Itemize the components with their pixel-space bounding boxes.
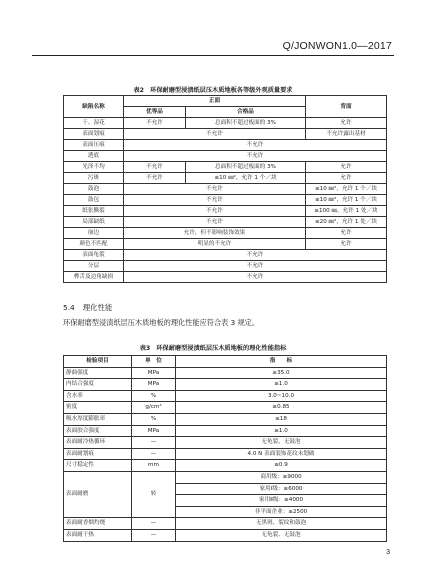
- test-item-cell: 表面耐划痕: [64, 448, 132, 460]
- table-row: [64, 448, 387, 460]
- table-row: [64, 460, 387, 472]
- table-row: [64, 140, 387, 151]
- defect-name-cell: 表面划痕: [64, 129, 124, 140]
- index-cell: ≥0.85: [176, 402, 387, 414]
- back-requirement-cell: ≤100 ㎜，允许 1 处／块: [306, 206, 387, 217]
- superior-requirement-cell: 不允许: [124, 118, 186, 129]
- test-item-cell: 内结合强度: [64, 379, 132, 391]
- unit-cell: MPa: [132, 367, 176, 379]
- defect-name-cell: 光泽不均: [64, 162, 124, 173]
- index-cell: ≤0.9: [176, 460, 387, 472]
- section-number: 5.4: [63, 303, 75, 312]
- index-cell: 家用Ⅱ级：≥4000: [176, 495, 387, 507]
- table-row: [64, 250, 387, 261]
- table-row: [64, 173, 387, 184]
- col-front: 正面: [124, 96, 306, 107]
- test-item-cell: 表面耐冷热循环: [64, 437, 132, 449]
- defect-name-cell: 崩边: [64, 228, 124, 239]
- superior-requirement-cell: 不允许: [124, 162, 186, 173]
- defect-name-cell: 纸张撕裂: [64, 206, 124, 217]
- unit-cell: —: [132, 518, 176, 530]
- front-requirement-cell: 不允许: [124, 206, 306, 217]
- back-requirement-cell: 允许: [306, 239, 387, 250]
- section-heading: [63, 302, 112, 313]
- table-row: [64, 437, 387, 449]
- table3-caption: 表3 环保耐磨型浸渍纸层压木质地板的理化性能指标: [139, 345, 287, 352]
- back-requirement-cell: 允许: [306, 118, 387, 129]
- test-item-cell: 表面胶合强度: [64, 425, 132, 437]
- col-test-item: 检验项目: [64, 356, 132, 368]
- index-cell: ≤18: [176, 413, 387, 425]
- qualified-requirement-cell: 总面积不超过板面的 3%: [186, 118, 306, 129]
- body-paragraph: 环保耐磨型浸渍纸层压木质地板的理化性能应符合表 3 规定。: [63, 318, 260, 327]
- appearance-quality-table: [63, 95, 387, 283]
- index-cell: ≥1.0: [176, 425, 387, 437]
- requirement-cell: 不允许: [124, 272, 387, 283]
- col-back: 背面: [306, 96, 387, 118]
- qualified-requirement-cell: 总面积不超过板面的 3%: [186, 162, 306, 173]
- standard-number: Q/JONWON1.0—2017: [282, 40, 392, 52]
- table-row: [64, 261, 387, 272]
- qualified-requirement-cell: ≤10 ㎜²，允许 1 个／块: [186, 173, 306, 184]
- col-qualified-grade: 合格品: [186, 107, 306, 118]
- table-row: [64, 151, 387, 162]
- index-cell: ≥1.0: [176, 379, 387, 391]
- col-unit: 单 位: [132, 356, 176, 368]
- defect-name-cell: 透底: [64, 151, 124, 162]
- unit-cell: —: [132, 529, 176, 541]
- superior-requirement-cell: 不允许: [124, 173, 186, 184]
- defect-name-cell: 表面龟裂: [64, 250, 124, 261]
- unit-cell: —: [132, 448, 176, 460]
- back-requirement-cell: ≤10 ㎜²，允许 1 个／块: [306, 195, 387, 206]
- table-row: [64, 402, 387, 414]
- unit-cell: %: [132, 390, 176, 402]
- front-requirement-cell: 不允许: [124, 195, 306, 206]
- table-row: [64, 239, 387, 250]
- index-cell: 4.0 N 表面装饰花纹未划破: [176, 448, 387, 460]
- header-rule: [32, 55, 394, 56]
- table2-caption: 表2 环保耐磨型浸渍纸层压木质地板各等级外观质量要求: [133, 87, 293, 94]
- index-cell: 家用Ⅰ级：≥6000: [176, 483, 387, 495]
- unit-cell: MPa: [132, 425, 176, 437]
- table-row: [64, 184, 387, 195]
- table-row: [64, 390, 387, 402]
- table-row: [64, 129, 387, 140]
- defect-name-cell: 局部缺纸: [64, 217, 124, 228]
- back-requirement-cell: 允许: [306, 228, 387, 239]
- col-superior-grade: 优等品: [124, 107, 186, 118]
- defect-name-cell: 颜色不匹配: [64, 239, 124, 250]
- section-title: 理化性能: [82, 303, 113, 312]
- front-requirement-cell: 允许，但不影响装饰效果: [124, 228, 306, 239]
- back-requirement-cell: ≤20 ㎜²，允许 1 处／块: [306, 217, 387, 228]
- test-item-cell: 表面耐干热: [64, 529, 132, 541]
- table-row: [64, 228, 387, 239]
- table-row: [64, 425, 387, 437]
- physical-chemical-table: [63, 355, 387, 542]
- table-row: [64, 217, 387, 228]
- defect-name-cell: 鼓泡: [64, 184, 124, 195]
- index-cell: ≥35.0: [176, 367, 387, 379]
- index-cell: 无龟裂、无鼓泡: [176, 437, 387, 449]
- index-cell: 无黑斑、裂纹和鼓泡: [176, 518, 387, 530]
- unit-cell: %: [132, 413, 176, 425]
- index-cell: 无龟裂、无鼓泡: [176, 529, 387, 541]
- index-cell: 3.0~10.0: [176, 390, 387, 402]
- test-item-cell: 尺寸稳定性: [64, 460, 132, 472]
- front-requirement-cell: 不允许: [124, 129, 306, 140]
- table-row: [64, 195, 387, 206]
- requirement-cell: 不允许: [124, 140, 387, 151]
- test-item-cell: 吸水厚度膨胀率: [64, 413, 132, 425]
- defect-name-cell: 分层: [64, 261, 124, 272]
- table-row: [64, 367, 387, 379]
- index-cell: 非平面企业：≥2500: [176, 506, 387, 518]
- back-requirement-cell: 允许: [306, 173, 387, 184]
- defect-name-cell: 污斑: [64, 173, 124, 184]
- unit-cell: —: [132, 437, 176, 449]
- table-row: [64, 518, 387, 530]
- requirement-cell: 不允许: [124, 151, 387, 162]
- test-item-cell: 含水率: [64, 390, 132, 402]
- unit-cell: mm: [132, 460, 176, 472]
- index-cell: 商用级：≥9000: [176, 471, 387, 483]
- table-row: [64, 379, 387, 391]
- test-item-cell: 表面耐香烟灼烧: [64, 518, 132, 530]
- defect-name-cell: 鼓包: [64, 195, 124, 206]
- table-row: [64, 272, 387, 283]
- page-number: 3: [386, 549, 390, 556]
- back-requirement-cell: ≤10 ㎜²，允许 1 个／块: [306, 184, 387, 195]
- table-row: [64, 162, 387, 173]
- defect-name-cell: 表面压痕: [64, 140, 124, 151]
- front-requirement-cell: 不允许: [124, 184, 306, 195]
- test-item-cell: 静曲强度: [64, 367, 132, 379]
- front-requirement-cell: 不允许: [124, 217, 306, 228]
- unit-cell: g/cm³: [132, 402, 176, 414]
- front-requirement-cell: 明显的不允许: [124, 239, 306, 250]
- table-row: [64, 118, 387, 129]
- back-requirement-cell: 允许: [306, 162, 387, 173]
- table-row: [64, 413, 387, 425]
- defect-name-cell: 榫舌及边角缺损: [64, 272, 124, 283]
- back-requirement-cell: 不允许露出基材: [306, 129, 387, 140]
- test-item-cell: 密度: [64, 402, 132, 414]
- unit-cell: 转: [132, 471, 176, 517]
- table-row: [64, 206, 387, 217]
- unit-cell: MPa: [132, 379, 176, 391]
- col-index: 指 标: [176, 356, 387, 368]
- table-row: [64, 471, 387, 483]
- requirement-cell: 不允许: [124, 250, 387, 261]
- col-defect-name: 缺陷名称: [64, 96, 124, 118]
- test-item-cell: 表面耐磨: [64, 471, 132, 517]
- requirement-cell: 不允许: [124, 261, 387, 272]
- table-row: [64, 529, 387, 541]
- defect-name-cell: 干、湿花: [64, 118, 124, 129]
